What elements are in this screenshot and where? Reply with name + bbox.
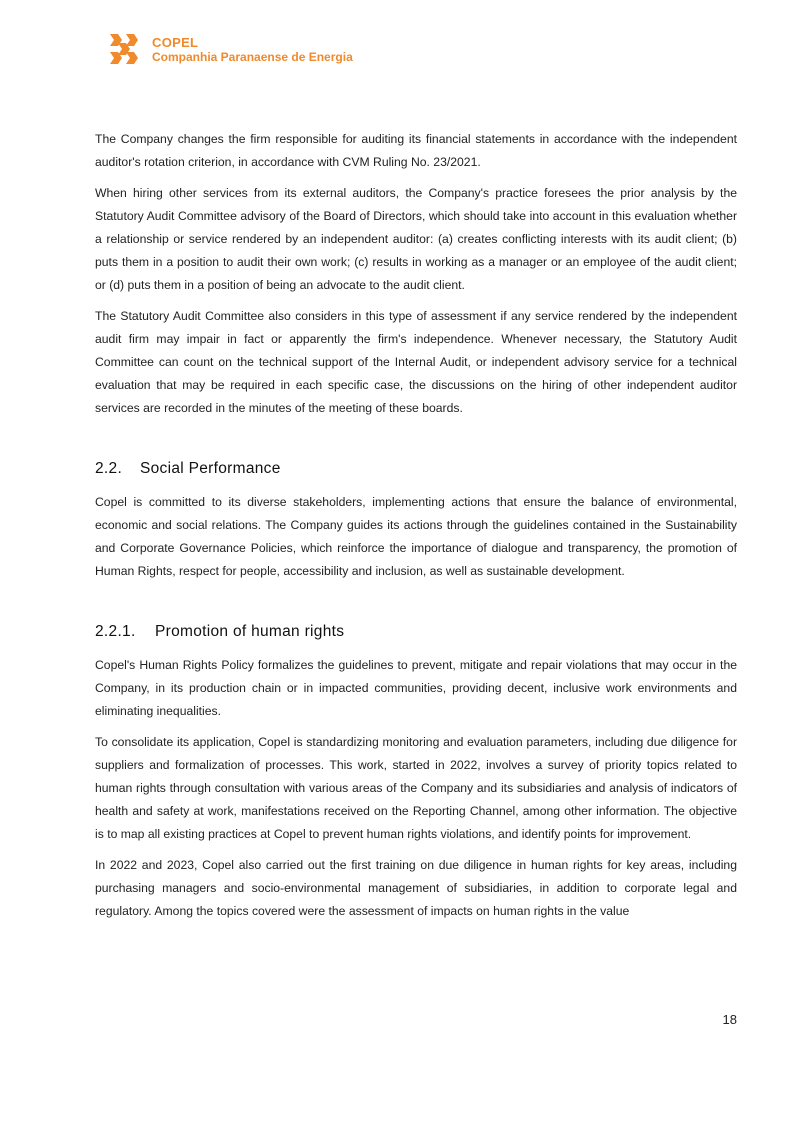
logo-text	[152, 36, 353, 64]
paragraph: The Company changes the firm responsible for auditing its financial statements in accordance with the independent auditor's rotation criterion, in accordance with CVM Ruling No. 23/2021.	[95, 132, 737, 169]
section-title: Social Performance	[140, 460, 281, 477]
section-heading-social-performance	[95, 460, 737, 478]
copel-logo-icon	[108, 32, 144, 68]
section-heading-human-rights	[95, 623, 737, 641]
document-body	[95, 128, 737, 931]
page-number: 18	[722, 1012, 737, 1027]
paragraph: Copel is committed to its diverse stakeholders, implementing actions that ensure the balance of environmental, economic and social relations. The Company guides its actions through the guidelines contained in the Sustainability and Corporate Governance Policies, which reinforce the importance of dialogue and transparency, the promotion of Human Rights, respect for people, accessibility and inclusion, as well as sustainable development.	[95, 495, 737, 578]
paragraph: In 2022 and 2023, Copel also carried out the first training on due diligence in human rights for key areas, including purchasing managers and socio-environmental management of subsidiaries, in addition to corporate legal and regulatory. Among the topics covered were the assessment of impacts on human rights in the value	[95, 858, 737, 918]
section-number: 2.2.	[95, 460, 123, 477]
section-number: 2.2.1.	[95, 623, 136, 640]
paragraph: Copel's Human Rights Policy formalizes the guidelines to prevent, mitigate and repair violations that may occur in the Company, in its production chain or in impacted communities, providing decent, inclusive work environments and eliminating inequalities.	[95, 658, 737, 718]
section-title: Promotion of human rights	[155, 623, 345, 640]
logo-name: COPEL	[152, 35, 199, 50]
logo-full-name: Companhia Paranaense de Energia	[152, 50, 353, 64]
paragraph: To consolidate its application, Copel is standardizing monitoring and evaluation parameters, including due diligence for suppliers and formalization of processes. This work, started in 2022, involves a survey of priority topics related to human rights through consultation with various areas of the Company and its subsidiaries and analysis of indicators of health and safety at work, manifestations received on the Reporting Channel, among other information. The objective is to map all existing practices at Copel to prevent human rights violations, and identify points for improvement.	[95, 735, 737, 841]
paragraph: The Statutory Audit Committee also considers in this type of assessment if any service rendered by the independent audit firm may impair in fact or apparently the firm's independence. Whenever necessary, the Statutory Audit Committee can count on the technical support of the Internal Audit, or independent advisory service for a technical evaluation that may be required in each specific case, the discussions on the hiring of other independent auditor services are recorded in the minutes of the meeting of these boards.	[95, 309, 737, 415]
paragraph: When hiring other services from its external auditors, the Company's practice foresees the prior analysis by the Statutory Audit Committee advisory of the Board of Directors, which should take into account in this evaluation whether a relationship or service rendered by an independent auditor: (a) creates conflicting interests with its audit client; (b) puts them in a position to audit their own work; (c) results in working as a manager or an employee of the audit client; or (d) puts them in a position of being an advocate to the audit client.	[95, 186, 737, 292]
page-header	[108, 30, 353, 70]
